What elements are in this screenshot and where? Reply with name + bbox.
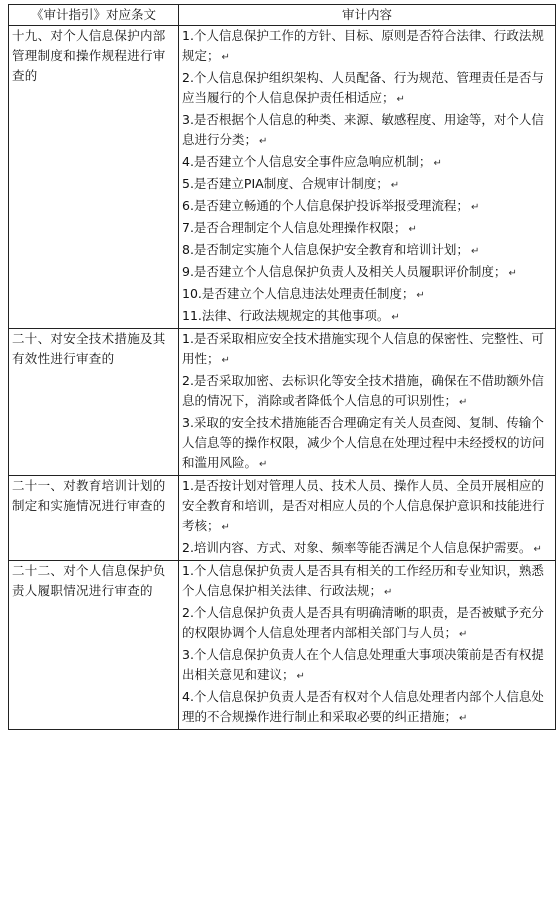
table-header-row [9, 5, 556, 26]
content-cell [179, 329, 556, 476]
table-row [9, 26, 556, 329]
list-item: 1.个人信息保护负责人是否具有相关的工作经历和专业知识，熟悉个人信息保护相关法律、行政法规； ↵ [182, 563, 544, 598]
header-content: 审计内容 [179, 5, 556, 26]
list-item: 10.是否建立个人信息违法处理责任制度； ↵ [182, 286, 425, 301]
table-row [9, 561, 556, 730]
list-item: 4.个人信息保护负责人是否有权对个人信息处理者内部个人信息处理的不合规操作进行制止和采取必要的纠正措施； ↵ [182, 689, 544, 724]
content-cell [179, 476, 556, 561]
table-row [9, 329, 556, 476]
list-item: 1.个人信息保护工作的方针、目标、原则是否符合法律、行政法规规定； ↵ [182, 28, 544, 63]
content-cell [179, 26, 556, 329]
list-item: 2.是否采取加密、去标识化等安全技术措施，确保在不借助额外信息的情况下，消除或者降低个人信息的可识别性； ↵ [182, 373, 544, 408]
list-item: 1.是否采取相应安全技术措施实现个人信息的保密性、完整性、可用性； ↵ [182, 331, 544, 366]
list-item: 3.是否根据个人信息的种类、来源、敏感程度、用途等，对个人信息进行分类； ↵ [182, 112, 544, 147]
list-item: 3.采取的安全技术措施能否合理确定有关人员查阅、复制、传输个人信息等的操作权限，减少个人信息在处理过程中未经授权的访问和滥用风险。 ↵ [182, 415, 545, 470]
list-item: 3.个人信息保护负责人在个人信息处理重大事项决策前是否有权提出相关意见和建议； ↵ [182, 647, 544, 682]
list-item: 1.是否按计划对管理人员、技术人员、操作人员、全员开展相应的安全教育和培训，是否对相应人员的个人信息保护意识和技能进行考核； ↵ [182, 478, 545, 533]
content-cell [179, 561, 556, 730]
clause-cell: 二十一、对教育培训计划的制定和实施情况进行审查的 [9, 476, 179, 561]
list-item: 11.法律、行政法规规定的其他事项。 ↵ [182, 308, 400, 323]
clause-cell: 二十、对安全技术措施及其有效性进行审查的 [9, 329, 179, 476]
list-item: 8.是否制定实施个人信息保护安全教育和培训计划； ↵ [182, 242, 480, 257]
audit-table [8, 4, 556, 730]
list-item: 9.是否建立个人信息保护负责人及相关人员履职评价制度； ↵ [182, 264, 517, 279]
header-clause: 《审计指引》对应条文 [9, 5, 179, 26]
list-item: 2.个人信息保护负责人是否具有明确清晰的职责，是否被赋予充分的权限协调个人信息处理者内部相关部门与人员； ↵ [182, 605, 544, 640]
list-item: 6.是否建立畅通的个人信息保护投诉举报受理流程； ↵ [182, 198, 480, 213]
list-item: 5.是否建立PIA制度、合规审计制度； ↵ [182, 176, 400, 191]
clause-cell: 二十二、对个人信息保护负责人履职情况进行审查的 [9, 561, 179, 730]
list-item: 4.是否建立个人信息安全事件应急响应机制； ↵ [182, 154, 442, 169]
clause-cell: 十九、对个人信息保护内部管理制度和操作规程进行审查的 [9, 26, 179, 329]
table-row [9, 476, 556, 561]
list-item: 2.培训内容、方式、对象、频率等能否满足个人信息保护需要。 ↵ [182, 540, 542, 555]
list-item: 2.个人信息保护组织架构、人员配备、行为规范、管理责任是否与应当履行的个人信息保护责任相适应； ↵ [182, 70, 544, 105]
list-item: 7.是否合理制定个人信息处理操作权限； ↵ [182, 220, 417, 235]
